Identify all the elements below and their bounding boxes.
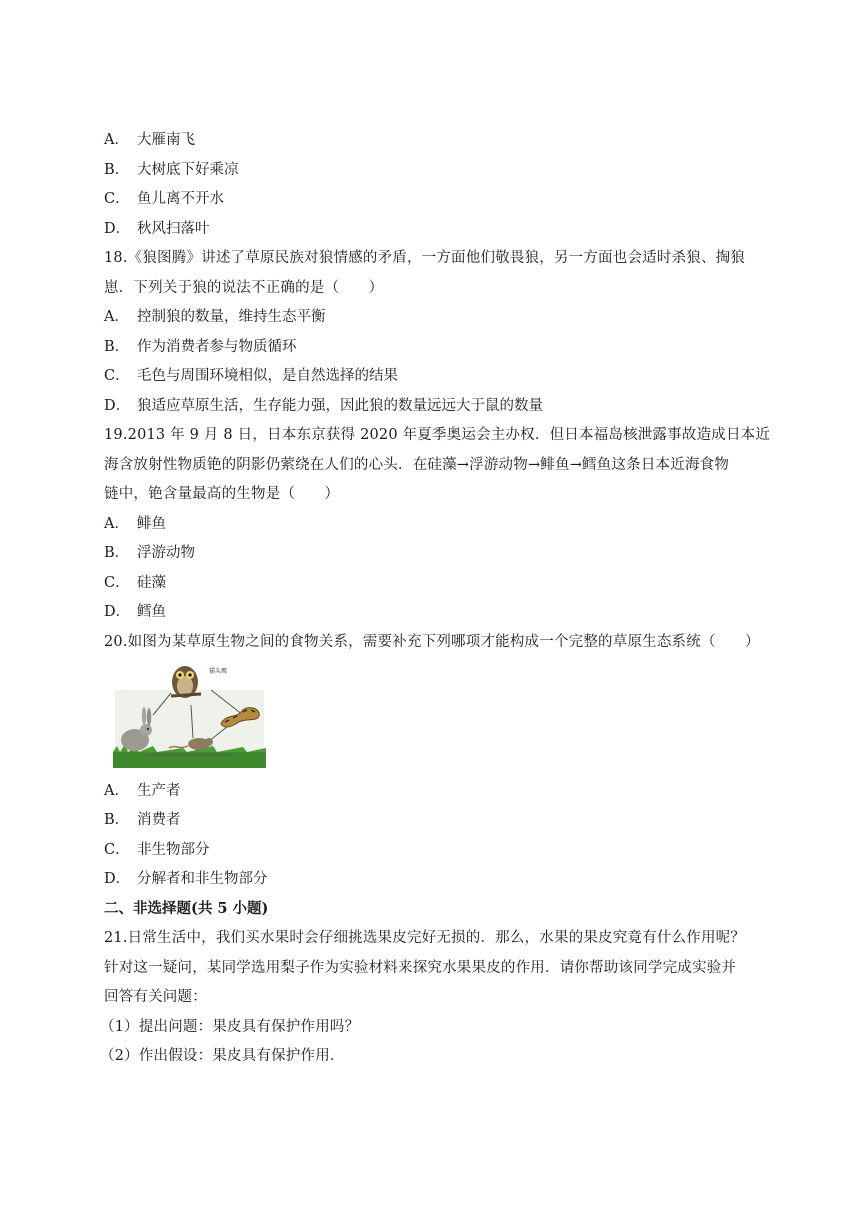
q17-option-b: B． 大树底下好乘凉 — [104, 162, 239, 178]
q18-option-b: B． 作为消费者参与物质循环 — [104, 339, 297, 355]
owl-label: 猫头鹰 — [209, 668, 228, 675]
q19-stem-line-3: 链中，铯含量最高的生物是（ ） — [104, 486, 340, 502]
q21-subitem-1: （1）提出问题：果皮具有保护作用吗？ — [100, 1019, 360, 1035]
q18-option-a: A． 控制狼的数量，维持生态平衡 — [104, 309, 326, 325]
q20-option-c: C． 非生物部分 — [104, 842, 210, 858]
q21-stem-line-3: 回答有关问题： — [104, 989, 207, 1005]
q19-stem-line-1: 19.2013 年 9 月 8 日，日本东京获得 2020 年夏季奥运会主办权．但日本福岛核泄露事故造成日本近 — [104, 427, 771, 443]
q20-option-d: D． 分解者和非生物部分 — [104, 871, 268, 887]
q17-option-c: C． 鱼儿离不开水 — [104, 191, 224, 207]
q20-stem-line-1: 20.如图为某草原生物之间的食物关系，需要补充下列哪项才能构成一个完整的草原生态系统（ ） — [104, 634, 760, 650]
q19-option-a: A． 鲱鱼 — [104, 516, 166, 532]
q21-stem-line-2: 针对这一疑问，某同学选用梨子作为实验材料来探究水果果皮的作用．请你帮助该同学完成实验并 — [104, 960, 737, 976]
q19-stem-line-2: 海含放射性物质铯的阴影仍萦绕在人们的心头．在硅藻→浮游动物→鲱鱼→鳕鱼这条日本近海食物 — [104, 457, 730, 473]
q20-option-b: B． 消费者 — [104, 812, 181, 828]
section-title: 二、非选择题(共 5 小题) — [104, 900, 269, 917]
q19-option-d: D． 鳕鱼 — [104, 604, 166, 620]
q18-stem-line-1: 18.《狼图腾》讲述了草原民族对狼情感的矛盾，一方面他们敬畏狼，另一方面也会适时杀狼、掏狼 — [104, 250, 746, 266]
grass-ground — [113, 752, 266, 768]
q17-option-d: D． 秋风扫落叶 — [104, 221, 210, 237]
q17-option-a: A． 大雁南飞 — [104, 132, 195, 148]
food-web-figure — [113, 660, 266, 768]
q21-stem-line-1: 21.日常生活中，我们买水果时会仔细挑选果皮完好无损的．那么，水果的果皮究竟有什么作用呢？ — [104, 930, 746, 946]
q19-option-c: C． 硅藻 — [104, 575, 166, 591]
q19-option-b: B． 浮游动物 — [104, 545, 195, 561]
q18-option-c: C． 毛色与周围环境相似，是自然选择的结果 — [104, 368, 398, 384]
food-web-illustration — [113, 660, 266, 768]
q20-option-a: A． 生产者 — [104, 783, 181, 799]
q18-stem-line-2: 崽．下列关于狼的说法不正确的是（ ） — [104, 280, 384, 296]
q21-subitem-2: （2）作出假设：果皮具有保护作用． — [100, 1048, 345, 1064]
q18-option-d: D． 狼适应草原生活，生存能力强，因此狼的数量远远大于鼠的数量 — [104, 398, 543, 414]
